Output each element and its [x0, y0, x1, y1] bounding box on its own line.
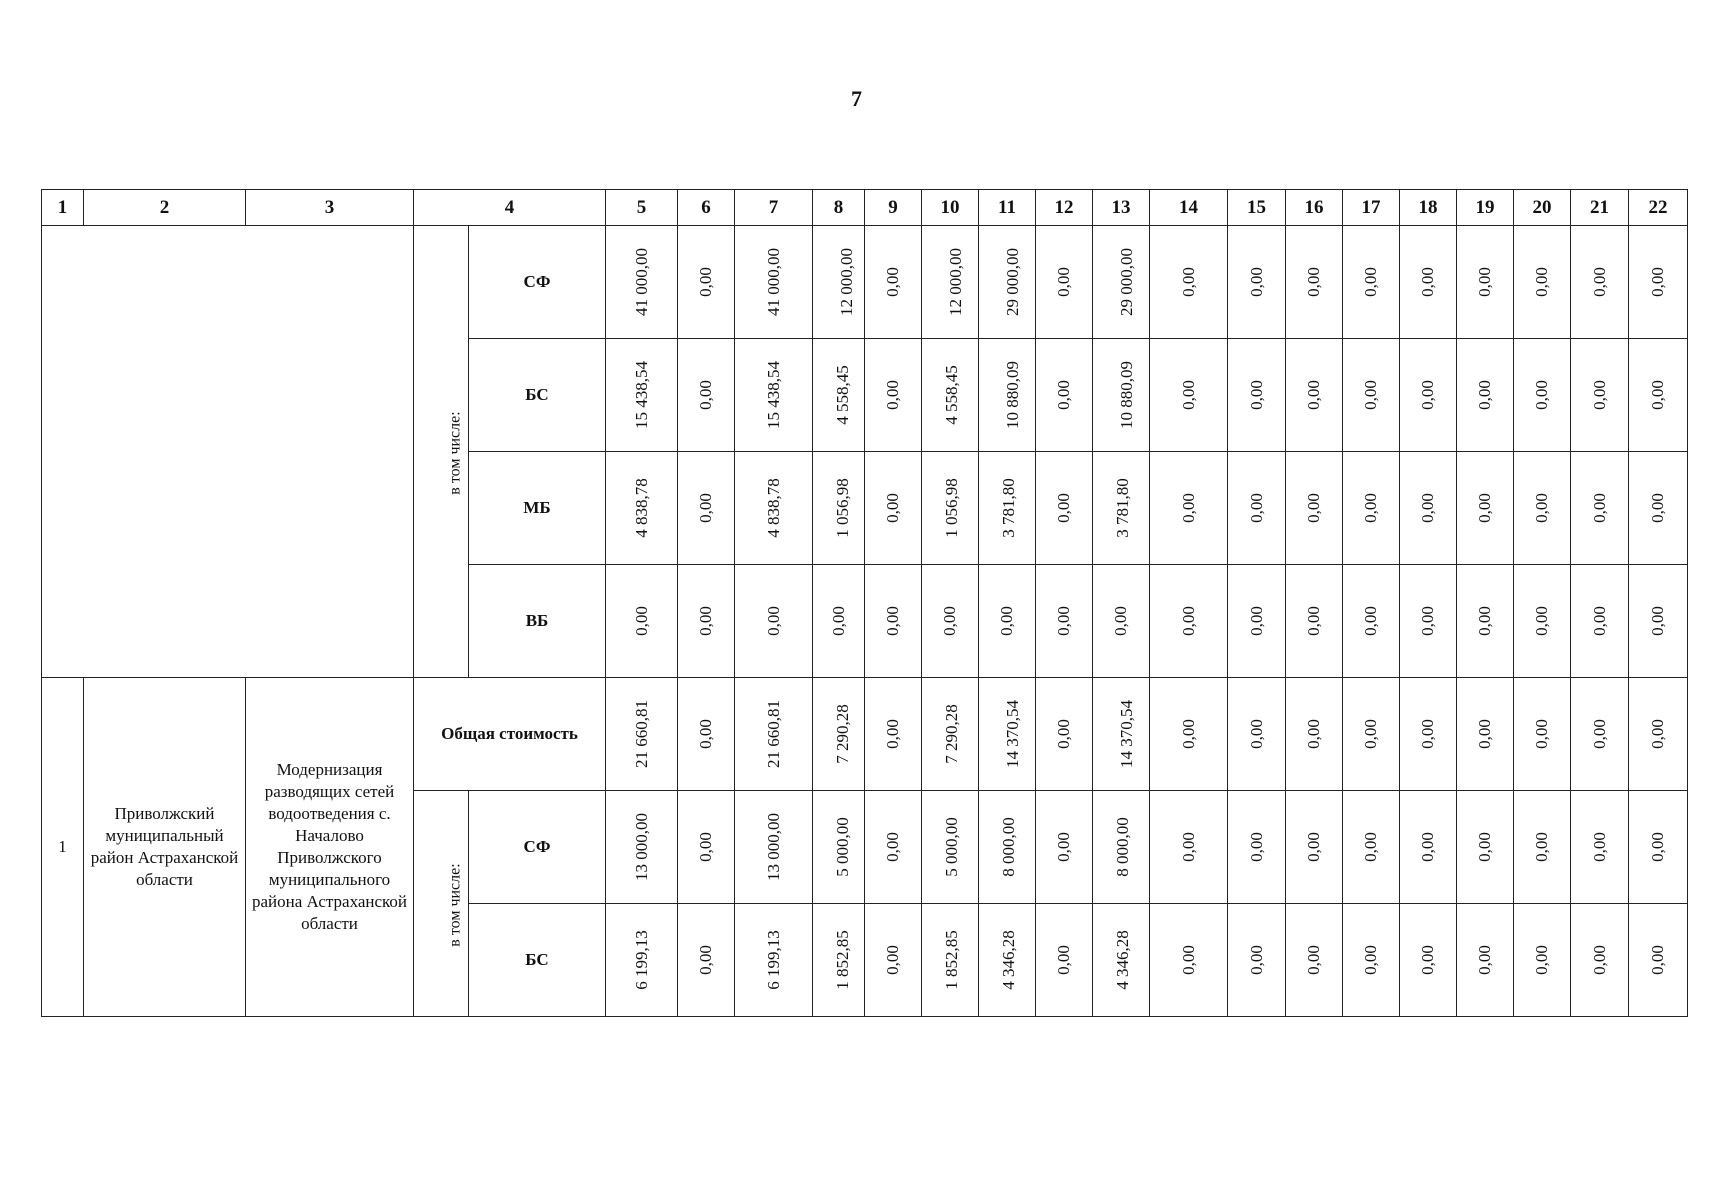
value-cell — [813, 904, 865, 1017]
header-cell: 17 — [1343, 190, 1400, 226]
value-text: 0,00 — [1532, 719, 1551, 749]
value-text: 0,00 — [1054, 380, 1073, 410]
value-cell — [678, 678, 735, 791]
funding-source-label: СФ — [469, 226, 606, 339]
value-text: 0,00 — [696, 945, 715, 975]
value-text: 0,00 — [1361, 267, 1380, 297]
value-cell — [606, 678, 678, 791]
value-text: 0,00 — [1589, 493, 1609, 523]
value-cell — [1228, 565, 1286, 678]
value-text: 0,00 — [883, 832, 902, 862]
value-text: 0,00 — [1304, 832, 1323, 862]
value-cell — [922, 226, 979, 339]
value-text: 0,00 — [1589, 380, 1609, 410]
value-cell — [1571, 226, 1629, 339]
value-cell — [922, 904, 979, 1017]
value-text: 0,00 — [1246, 719, 1266, 749]
value-cell — [678, 791, 735, 904]
value-text: 0,00 — [1304, 267, 1323, 297]
value-text: 0,00 — [1178, 380, 1198, 410]
value-text: 0,00 — [1475, 719, 1494, 749]
value-text: 0,00 — [1475, 493, 1494, 523]
value-text: 0,00 — [1418, 380, 1437, 410]
value-cell — [1514, 339, 1571, 452]
value-cell — [1457, 565, 1514, 678]
value-text: 8 000,00 — [1112, 817, 1132, 877]
value-cell — [1286, 226, 1343, 339]
value-text: 21 660,81 — [631, 700, 651, 768]
value-text: 7 290,28 — [832, 704, 852, 764]
value-text: 0,00 — [883, 380, 902, 410]
value-cell — [735, 339, 813, 452]
value-cell — [1629, 226, 1688, 339]
header-cell: 13 — [1093, 190, 1150, 226]
value-text: 15 438,54 — [631, 361, 651, 429]
value-cell — [865, 565, 922, 678]
value-cell — [813, 678, 865, 791]
value-cell — [922, 565, 979, 678]
value-cell — [1514, 904, 1571, 1017]
value-cell — [865, 904, 922, 1017]
header-cell: 9 — [865, 190, 922, 226]
value-text: 0,00 — [1246, 832, 1266, 862]
value-text: 6 199,13 — [763, 930, 783, 990]
value-cell — [735, 452, 813, 565]
value-cell — [979, 904, 1036, 1017]
value-cell — [979, 226, 1036, 339]
value-text: 0,00 — [1054, 719, 1073, 749]
header-row — [42, 190, 1688, 226]
value-cell — [678, 339, 735, 452]
value-text: 0,00 — [1589, 606, 1609, 636]
value-text: 0,00 — [1648, 493, 1667, 523]
value-text: 0,00 — [1304, 606, 1323, 636]
funding-source-label: БС — [469, 339, 606, 452]
value-text: 14 370,54 — [1003, 700, 1022, 768]
value-cell — [1571, 452, 1629, 565]
value-text: 4 346,28 — [998, 930, 1018, 990]
value-text: 0,00 — [1418, 945, 1437, 975]
value-cell — [1150, 339, 1228, 452]
value-cell — [1343, 226, 1400, 339]
value-cell — [1150, 904, 1228, 1017]
value-text: 12 000,00 — [837, 248, 856, 316]
value-text: 0,00 — [1418, 832, 1437, 862]
value-cell — [1571, 904, 1629, 1017]
value-text: 0,00 — [883, 719, 902, 749]
object-index: 1 — [42, 678, 84, 1017]
value-text: 0,00 — [696, 380, 715, 410]
value-cell — [606, 791, 678, 904]
value-cell — [1343, 565, 1400, 678]
value-cell — [922, 452, 979, 565]
value-text: 0,00 — [763, 606, 783, 636]
value-text: 0,00 — [1304, 945, 1323, 975]
value-text: 29 000,00 — [1003, 248, 1022, 316]
header-cell: 12 — [1036, 190, 1093, 226]
value-text: 0,00 — [1589, 267, 1609, 297]
value-cell — [1036, 452, 1093, 565]
header-cell: 22 — [1629, 190, 1688, 226]
value-cell — [1286, 678, 1343, 791]
value-text: 0,00 — [1054, 945, 1073, 975]
value-cell — [1093, 226, 1150, 339]
value-cell — [1514, 226, 1571, 339]
value-text: 0,00 — [883, 945, 902, 975]
value-cell — [1571, 791, 1629, 904]
value-cell — [1400, 565, 1457, 678]
value-cell — [1343, 678, 1400, 791]
value-text: 1 056,98 — [941, 478, 961, 538]
value-text: 0,00 — [1178, 945, 1198, 975]
value-text: 0,00 — [1361, 945, 1380, 975]
value-cell — [1629, 339, 1688, 452]
value-text: 0,00 — [1589, 719, 1609, 749]
value-cell — [865, 452, 922, 565]
value-cell — [1629, 565, 1688, 678]
value-cell — [1286, 339, 1343, 452]
value-cell — [1286, 565, 1343, 678]
value-cell — [1150, 791, 1228, 904]
value-cell — [1457, 791, 1514, 904]
value-text: 0,00 — [1361, 606, 1380, 636]
value-cell — [1457, 339, 1514, 452]
value-cell — [813, 565, 865, 678]
value-cell — [865, 226, 922, 339]
value-cell — [1400, 226, 1457, 339]
value-cell — [1150, 226, 1228, 339]
value-cell — [678, 904, 735, 1017]
value-cell — [1514, 452, 1571, 565]
value-cell — [1400, 339, 1457, 452]
value-text: 0,00 — [1648, 606, 1667, 636]
table-body — [42, 190, 1688, 1017]
value-text: 0,00 — [1246, 493, 1266, 523]
value-cell — [1093, 339, 1150, 452]
value-cell — [735, 565, 813, 678]
table-row — [42, 226, 1688, 339]
value-cell — [735, 904, 813, 1017]
value-cell — [922, 339, 979, 452]
value-text: 3 781,80 — [998, 478, 1018, 538]
value-text: 0,00 — [1532, 267, 1551, 297]
value-text: 13 000,00 — [631, 813, 651, 881]
value-cell — [606, 339, 678, 452]
funding-source-label: ВБ — [469, 565, 606, 678]
header-cell: 11 — [979, 190, 1036, 226]
value-text: 10 880,09 — [1117, 361, 1136, 429]
value-text: 0,00 — [1111, 606, 1130, 636]
value-text: 0,00 — [1532, 380, 1551, 410]
value-text: 15 438,54 — [763, 361, 783, 429]
empty-merged-cell — [42, 226, 414, 678]
value-text: 0,00 — [696, 606, 715, 636]
budget-table — [41, 189, 1688, 1017]
value-text: 0,00 — [1532, 606, 1551, 636]
value-cell — [813, 791, 865, 904]
value-text: 0,00 — [940, 606, 959, 636]
value-text: 0,00 — [1648, 267, 1667, 297]
value-cell — [979, 791, 1036, 904]
value-cell — [1228, 226, 1286, 339]
value-cell — [1343, 904, 1400, 1017]
value-cell — [979, 339, 1036, 452]
value-cell — [1036, 565, 1093, 678]
header-cell: 4 — [414, 190, 606, 226]
value-text: 0,00 — [1475, 380, 1494, 410]
value-cell — [1571, 565, 1629, 678]
value-text: 0,00 — [1246, 606, 1266, 636]
value-text: 0,00 — [1648, 832, 1667, 862]
value-text: 0,00 — [1648, 719, 1667, 749]
value-cell — [865, 678, 922, 791]
value-cell — [1036, 904, 1093, 1017]
value-cell — [735, 226, 813, 339]
header-cell: 2 — [84, 190, 246, 226]
in-total-label: в том числе: — [446, 862, 464, 947]
value-cell — [606, 565, 678, 678]
value-text: 0,00 — [997, 606, 1016, 636]
value-text: 8 000,00 — [998, 817, 1018, 877]
header-cell: 21 — [1571, 190, 1629, 226]
header-cell: 10 — [922, 190, 979, 226]
value-text: 21 660,81 — [763, 700, 783, 768]
value-text: 0,00 — [1418, 719, 1437, 749]
header-cell: 8 — [813, 190, 865, 226]
value-cell — [1036, 339, 1093, 452]
header-cell: 15 — [1228, 190, 1286, 226]
value-text: 0,00 — [1304, 719, 1323, 749]
value-cell — [979, 452, 1036, 565]
value-text: 1 056,98 — [832, 478, 852, 538]
value-cell — [979, 565, 1036, 678]
value-text: 0,00 — [1361, 832, 1380, 862]
value-text: 7 290,28 — [941, 704, 961, 764]
value-cell — [1093, 678, 1150, 791]
value-cell — [1400, 791, 1457, 904]
value-text: 0,00 — [1532, 493, 1551, 523]
value-cell — [1228, 904, 1286, 1017]
value-cell — [735, 791, 813, 904]
value-text: 0,00 — [1304, 493, 1323, 523]
value-text: 4 346,28 — [1112, 930, 1132, 990]
value-text: 0,00 — [696, 493, 715, 523]
value-cell — [1629, 678, 1688, 791]
value-cell — [1457, 452, 1514, 565]
value-text: 0,00 — [1054, 267, 1073, 297]
value-cell — [1093, 904, 1150, 1017]
value-text: 0,00 — [1475, 267, 1494, 297]
value-cell — [865, 791, 922, 904]
value-text: 1 852,85 — [941, 930, 961, 990]
total-cost-label: Общая стоимость — [414, 678, 606, 791]
funding-source-label: СФ — [469, 791, 606, 904]
header-cell: 20 — [1514, 190, 1571, 226]
value-text: 0,00 — [1418, 606, 1437, 636]
value-text: 0,00 — [1589, 832, 1609, 862]
value-text: 0,00 — [1532, 832, 1551, 862]
value-cell — [606, 452, 678, 565]
value-cell — [1343, 339, 1400, 452]
value-text: 0,00 — [1178, 606, 1198, 636]
value-cell — [678, 226, 735, 339]
value-text: 4 838,78 — [631, 478, 651, 538]
value-text: 12 000,00 — [946, 248, 965, 316]
value-text: 0,00 — [1304, 380, 1323, 410]
header-cell: 6 — [678, 190, 735, 226]
value-cell — [865, 339, 922, 452]
header-cell: 7 — [735, 190, 813, 226]
value-cell — [1571, 678, 1629, 791]
value-cell — [1514, 565, 1571, 678]
value-text: 0,00 — [1178, 832, 1198, 862]
value-cell — [1629, 791, 1688, 904]
value-cell — [1514, 678, 1571, 791]
value-cell — [1036, 226, 1093, 339]
value-cell — [1228, 452, 1286, 565]
header-cell: 3 — [246, 190, 414, 226]
value-cell — [1457, 678, 1514, 791]
value-text: 0,00 — [1589, 945, 1609, 975]
value-text: 0,00 — [883, 606, 902, 636]
value-cell — [1228, 678, 1286, 791]
value-text: 0,00 — [883, 493, 902, 523]
value-cell — [1400, 904, 1457, 1017]
value-text: 3 781,80 — [1112, 478, 1132, 538]
value-cell — [1343, 452, 1400, 565]
value-cell — [1286, 452, 1343, 565]
value-cell — [1457, 226, 1514, 339]
value-cell — [922, 678, 979, 791]
value-text: 0,00 — [1648, 380, 1667, 410]
value-cell — [678, 452, 735, 565]
value-text: 6 199,13 — [631, 930, 651, 990]
funding-source-label: МБ — [469, 452, 606, 565]
value-cell — [1571, 339, 1629, 452]
value-cell — [1343, 791, 1400, 904]
value-cell — [1629, 452, 1688, 565]
value-text: 0,00 — [696, 832, 715, 862]
value-cell — [1286, 791, 1343, 904]
value-text: 0,00 — [1475, 832, 1494, 862]
value-cell — [1093, 565, 1150, 678]
header-cell: 19 — [1457, 190, 1514, 226]
value-text: 0,00 — [1475, 945, 1494, 975]
value-cell — [1514, 791, 1571, 904]
value-text: 0,00 — [883, 267, 902, 297]
project-name: Модернизация разводящих сетей водоотведения с. Началово Приволжского муниципального района Астраханской области — [246, 678, 414, 1017]
value-text: 0,00 — [1418, 267, 1437, 297]
value-text: 41 000,00 — [763, 248, 783, 316]
value-text: 0,00 — [1361, 493, 1380, 523]
value-text: 0,00 — [1532, 945, 1551, 975]
value-cell — [813, 452, 865, 565]
value-text: 0,00 — [1054, 832, 1073, 862]
value-cell — [979, 678, 1036, 791]
value-text: 1 852,85 — [832, 930, 852, 990]
funding-source-label: БС — [469, 904, 606, 1017]
value-text: 4 838,78 — [763, 478, 783, 538]
value-text: 0,00 — [1246, 267, 1266, 297]
header-cell: 16 — [1286, 190, 1343, 226]
value-text: 4 558,45 — [832, 365, 852, 425]
value-text: 0,00 — [1475, 606, 1494, 636]
header-cell: 14 — [1150, 190, 1228, 226]
header-cell: 5 — [606, 190, 678, 226]
value-text: 4 558,45 — [941, 365, 961, 425]
value-text: 0,00 — [1246, 945, 1266, 975]
value-text: 0,00 — [696, 267, 715, 297]
value-text: 0,00 — [631, 606, 651, 636]
value-text: 0,00 — [1178, 267, 1198, 297]
value-cell — [678, 565, 735, 678]
value-cell — [1228, 339, 1286, 452]
value-cell — [1150, 565, 1228, 678]
in-total-label: в том числе: — [446, 410, 464, 495]
value-text: 0,00 — [1054, 493, 1073, 523]
value-cell — [1036, 678, 1093, 791]
value-text: 41 000,00 — [631, 248, 651, 316]
value-text: 0,00 — [696, 719, 715, 749]
value-cell — [606, 226, 678, 339]
value-text: 0,00 — [1178, 719, 1198, 749]
value-cell — [813, 339, 865, 452]
header-cell: 18 — [1400, 190, 1457, 226]
value-cell — [1093, 452, 1150, 565]
page-number: 7 — [851, 86, 862, 111]
value-text: 0,00 — [1361, 380, 1380, 410]
value-cell — [813, 226, 865, 339]
value-text: 0,00 — [1648, 945, 1667, 975]
value-text: 14 370,54 — [1117, 700, 1136, 768]
value-text: 0,00 — [828, 606, 848, 636]
in-total-label-cell — [414, 226, 469, 678]
value-text: 0,00 — [1054, 606, 1073, 636]
value-text: 13 000,00 — [763, 813, 783, 881]
value-text: 0,00 — [1361, 719, 1380, 749]
value-cell — [1228, 791, 1286, 904]
value-cell — [1457, 904, 1514, 1017]
value-text: 29 000,00 — [1117, 248, 1136, 316]
value-cell — [1400, 678, 1457, 791]
value-text: 5 000,00 — [832, 817, 852, 877]
value-cell — [1150, 452, 1228, 565]
header-cell: 1 — [42, 190, 84, 226]
value-cell — [735, 678, 813, 791]
value-cell — [922, 791, 979, 904]
in-total-label-cell — [414, 791, 469, 1017]
value-cell — [606, 904, 678, 1017]
value-cell — [1629, 904, 1688, 1017]
value-cell — [1150, 678, 1228, 791]
value-cell — [1286, 904, 1343, 1017]
value-cell — [1036, 791, 1093, 904]
value-text: 10 880,09 — [1003, 361, 1022, 429]
value-text: 5 000,00 — [941, 817, 961, 877]
table-row — [42, 678, 1688, 791]
district-name: Приволжский муниципальный район Астраханской области — [84, 678, 246, 1017]
value-cell — [1400, 452, 1457, 565]
value-cell — [1093, 791, 1150, 904]
value-text: 0,00 — [1246, 380, 1266, 410]
value-text: 0,00 — [1178, 493, 1198, 523]
value-text: 0,00 — [1418, 493, 1437, 523]
